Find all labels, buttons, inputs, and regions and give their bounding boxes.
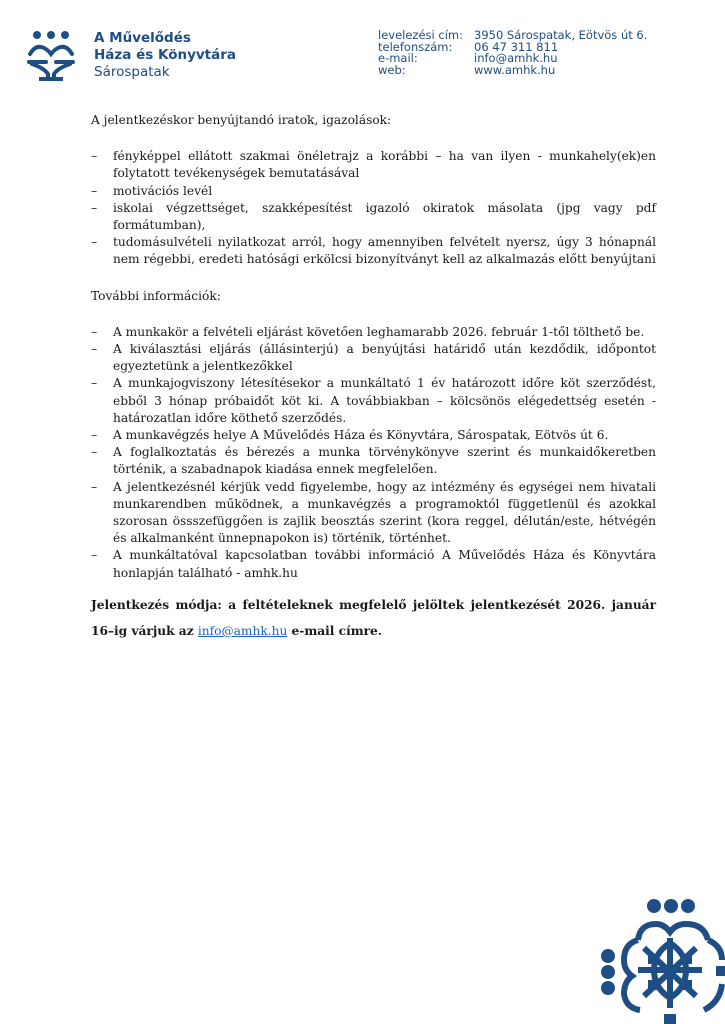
org-city: Sárospatak [94, 64, 170, 80]
ornamental-pattern-logo-icon [598, 898, 725, 1024]
dash-bullet: – [91, 183, 98, 198]
open-book-people-logo-icon [26, 30, 76, 82]
list-item: – A foglalkoztatás és bérezés a munka törvénykönyve szerint és munkaidőkeretben történik, a szabadnapok kiadása ennek megfelelően. [91, 445, 656, 477]
list-item: – motivációs levél [91, 183, 656, 200]
application-instructions: Jelentkezés módja: a feltételeknek megfelelő jelöltek jelentkezését 2026. január 16–ig várjuk az info@amhk.hu e-mail címre. [91, 597, 656, 638]
list-item: – iskolai végzettséget, szakképesítést igazoló okiratok másolata (jpg vagy pdf formátumban), [91, 200, 656, 233]
contact-value: 3950 Sárospatak, Eötvös út 6. [474, 28, 648, 42]
list-item: – A munkavégzés helye A Művelődés Háza és Könyvtára, Sárospatak, Eötvös út 6. [91, 427, 656, 444]
list-item: – A munkáltatóval kapcsolatban további információ A Művelődés Háza és Könyvtára honlapján található - amhk.hu [91, 548, 656, 580]
contact-row-web [378, 62, 647, 77]
contact-value[interactable]: www.amhk.hu [474, 62, 556, 77]
contact-value: 06 47 311 811 [474, 39, 559, 54]
dash-bullet: – [91, 376, 98, 391]
dash-bullet: – [91, 445, 98, 460]
dash-bullet: – [91, 548, 98, 563]
email-link[interactable]: info@amhk.hu [197, 623, 288, 638]
documents-heading: A jelentkezéskor benyújtandó iratok, igazolások: [91, 113, 392, 127]
documents-list [91, 148, 656, 268]
dash-bullet: – [91, 235, 98, 250]
contact-value[interactable]: info@amhk.hu [474, 51, 558, 65]
dash-bullet: – [91, 479, 98, 494]
org-name-line1: A Művelődés [94, 30, 191, 46]
list-item: – A munkajogviszony létesítésekor a munkáltató 1 év határozott időre köt szerződést, ebből 3 hónap próbaidőt köt ki. A továbbiakban – kölcsönös elégedettség esetén - határozatlan időre köthető szerződés. [91, 376, 656, 425]
contact-label: web: [378, 62, 406, 77]
list-item: – fényképpel ellátott szakmai önéletrajz a korábbi – ha van ilyen - munkahely(ek)en folytatott tevékenységek bemutatásával [91, 149, 656, 181]
dash-bullet: – [91, 428, 98, 443]
list-item: – A munkakör a felvételi eljárást követően leghamarabb 2026. február 1-től tölthető be. [91, 324, 656, 341]
org-name-line2: Háza és Könyvtára [94, 47, 237, 63]
info-heading: További információk: [91, 288, 221, 303]
contact-label: levelezési cím: [378, 28, 463, 42]
dash-bullet: – [91, 342, 98, 357]
info-list [91, 324, 656, 582]
list-item: – tudomásulvételi nyilatkozat arról, hogy amennyiben felvételt nyersz, úgy 3 hónapnál nem régebbi, eredeti hatósági erkölcsi bizonyítványt kell az alkalmazás előtt benyújtani [91, 235, 656, 267]
contact-label: e-mail: [378, 51, 418, 65]
document-body [91, 112, 656, 644]
list-item: – A jelentkezésnél kérjük vedd figyelembe, hogy az intézmény és egységei nem hivatali munkarendben működnek, a munkavégzés a programoktól függetlenül és azokkal szorosan össszefüggően is zajlik beosztás szerint (kora reggel, délután/este, hétvégén és alkalmanként ünnepnapokon is) történik, történhet. [91, 479, 656, 546]
dash-bullet: – [91, 200, 98, 215]
dash-bullet: – [91, 324, 98, 339]
contact-label: telefonszám: [378, 39, 453, 54]
organization-name [94, 30, 236, 81]
list-item: – A kiválasztási eljárás (állásinterjú) a benyújtási határidő után kezdődik, időpontot egyeztetünk a jelentkezőkkel [91, 342, 656, 374]
contact-block [378, 30, 647, 76]
dash-bullet: – [91, 149, 98, 164]
